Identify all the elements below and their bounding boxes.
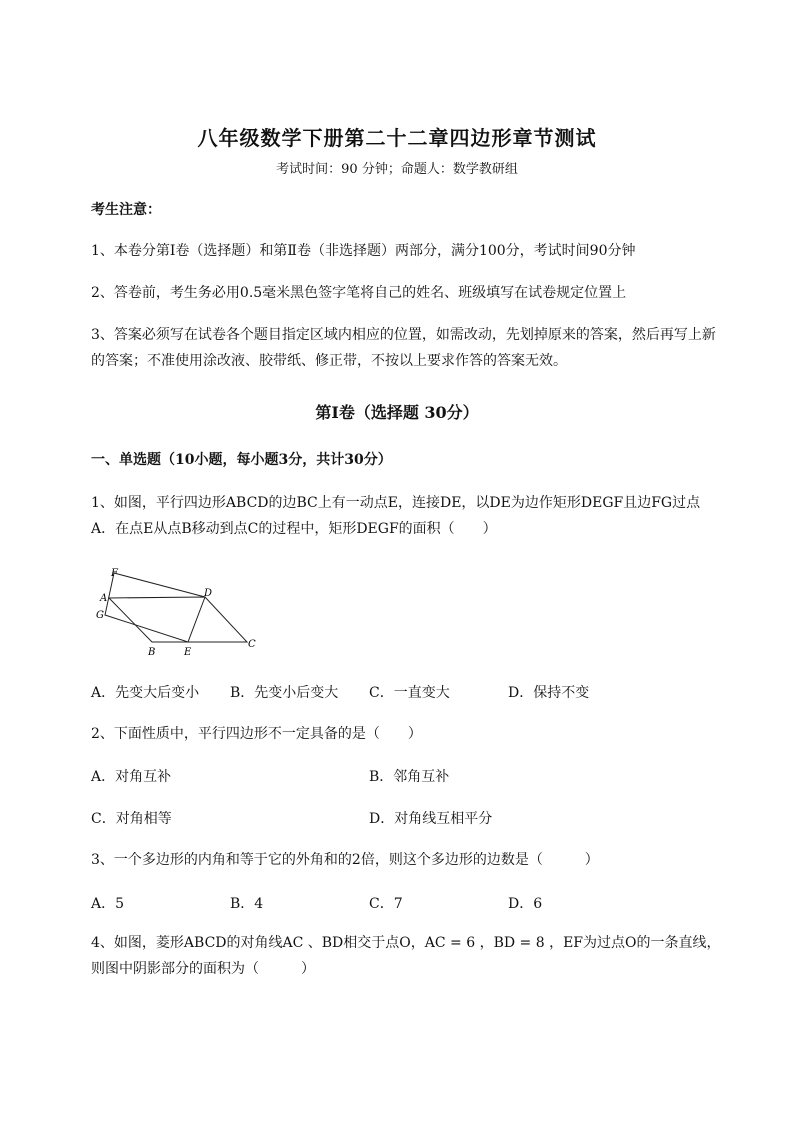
q3-option-c[interactable]: C．7 — [369, 896, 403, 912]
part-heading: 一、单选题（10小题，每小题3分，共计30分） — [91, 452, 392, 468]
parallelogram-abcd — [109, 597, 247, 642]
q1-stem-line2: A．在点E从点B移动到点C的过程中，矩形DEGF的面积（ ） — [91, 521, 497, 537]
q3-option-d[interactable]: D．6 — [508, 896, 543, 912]
q2-option-d[interactable]: D．对角线互相平分 — [369, 811, 493, 827]
q3-option-a[interactable]: A．5 — [91, 896, 125, 912]
notice-item-1: 1、本卷分第I卷（选择题）和第Ⅱ卷（非选择题）两部分，满分100分，考试时间90分钟 — [91, 243, 636, 259]
q2-stem: 2、下面性质中，平行四边形不一定具备的是（ ） — [91, 726, 422, 742]
q1-stem-line1: 1、如图，平行四边形ABCD的边BC上有一动点E，连接DE，以DE为边作矩形DEGF且边FG过点 — [91, 495, 701, 511]
q1-option-c[interactable]: C．一直变大 — [369, 685, 450, 701]
exam-subtitle: 考试时间：90 分钟；命题人：数学教研组 — [276, 162, 518, 177]
q2-option-c[interactable]: C．对角相等 — [91, 811, 172, 827]
label-d: D — [204, 588, 213, 599]
q4-stem-line1: 4、如图，菱形ABCD的对角线AC 、BD相交于点O，AC = 6 ，BD = 8 ，EF为过点O的一条直线， — [91, 935, 721, 951]
label-a: A — [100, 593, 108, 604]
q2-option-a[interactable]: A．对角互补 — [91, 769, 172, 785]
label-e: E — [184, 647, 192, 658]
notice-item-3: 3、答案必须写在试卷各个题目指定区域内相应的位置，如需改动，先划掉原来的答案，然后再写上新 — [91, 327, 716, 343]
notice-heading: 考生注意： — [91, 202, 161, 218]
q3-option-b[interactable]: B．4 — [230, 896, 264, 912]
q1-option-b[interactable]: B．先变小后变大 — [230, 685, 339, 701]
label-g: G — [96, 610, 104, 621]
q3-stem: 3、一个多边形的内角和等于它的外角和的2倍，则这个多边形的边数是（ ） — [91, 852, 599, 868]
notice-item-2: 2、答卷前，考生务必用0.5毫米黑色签字笔将自己的姓名、班级填写在试卷规定位置上 — [91, 285, 627, 301]
q2-option-b[interactable]: B．邻角互补 — [369, 769, 450, 785]
label-b: B — [148, 647, 156, 658]
q4-stem-line2: 则图中阴影部分的面积为（ ） — [91, 961, 315, 977]
label-c: C — [248, 639, 256, 650]
section-title: 第I卷（选择题 30分） — [315, 403, 479, 422]
q1-option-d[interactable]: D．保持不变 — [508, 685, 590, 701]
notice-item-3-cont: 的答案；不准使用涂改液、胶带纸、修正带，不按以上要求作答的答案无效。 — [91, 353, 567, 369]
rectangle-degf — [105, 573, 205, 642]
label-f: F — [111, 568, 118, 579]
q1-parallelogram-figure — [92, 562, 262, 660]
q1-option-a[interactable]: A．先变大后变小 — [91, 685, 200, 701]
page-title: 八年级数学下册第二十二章四边形章节测试 — [197, 126, 597, 150]
